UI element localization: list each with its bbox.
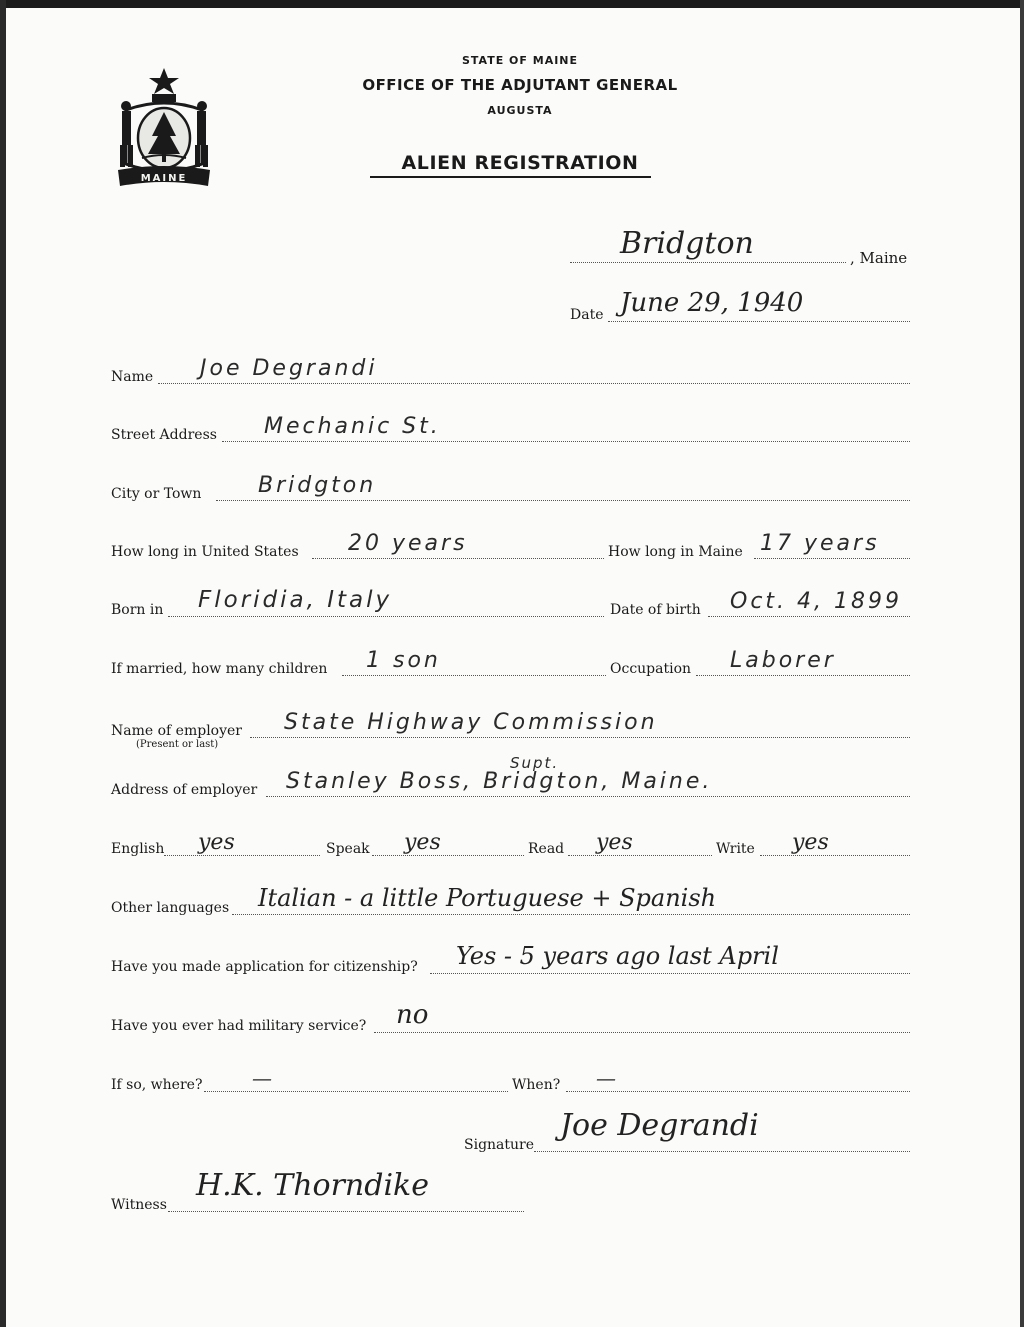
scan-edge-right — [1020, 0, 1024, 1327]
employer-sublabel: (Present or last) — [136, 739, 219, 750]
state-heading: STATE OF MAINE — [461, 54, 579, 67]
street-label: Street Address — [111, 427, 217, 443]
svg-text:MAINE: MAINE — [140, 173, 188, 184]
employer-address-line — [266, 796, 910, 797]
witness-value: H.K. Thorndike — [196, 1168, 429, 1203]
us-years-line — [312, 558, 604, 559]
other-languages-label: Other languages — [111, 900, 230, 916]
english-value: yes — [198, 830, 235, 855]
speak-label: Speak — [326, 841, 370, 857]
born-in-line — [168, 616, 604, 617]
citizenship-label: Have you made application for citizenship? — [111, 959, 418, 975]
where-label: If so, where? — [111, 1077, 203, 1093]
write-line — [760, 855, 910, 856]
place-line — [570, 262, 846, 263]
birth-date-label: Date of birth — [610, 602, 701, 618]
other-languages-line — [232, 914, 910, 915]
date-line — [608, 321, 910, 322]
children-label: If married, how many children — [111, 661, 328, 677]
street-line — [222, 441, 910, 442]
citizenship-line — [430, 973, 910, 974]
read-line — [568, 855, 712, 856]
citizenship-value: Yes - 5 years ago last April — [456, 942, 779, 970]
witness-label: Witness — [111, 1197, 167, 1213]
signature-label: Signature — [464, 1137, 535, 1153]
where-line — [204, 1091, 508, 1092]
place-value: Bridgton — [620, 226, 754, 261]
street-value: Mechanic St. — [264, 414, 441, 439]
title-underline — [370, 176, 651, 178]
maine-state-seal-icon — [112, 66, 216, 190]
military-line — [374, 1032, 910, 1033]
where-value: — — [252, 1066, 272, 1090]
office-heading: OFFICE OF THE ADJUTANT GENERAL — [362, 76, 678, 94]
born-in-value: Floridia, Italy — [198, 587, 393, 613]
english-label: English — [111, 841, 165, 857]
employer-label: Name of employer — [111, 723, 242, 739]
occupation-line — [696, 675, 910, 676]
military-value: no — [396, 1000, 429, 1030]
city-value: Bridgton — [258, 473, 377, 498]
write-value: yes — [792, 830, 829, 855]
read-label: Read — [528, 841, 565, 857]
maine-years-line — [754, 558, 910, 559]
date-label: Date — [570, 307, 604, 323]
name-label: Name — [111, 369, 154, 385]
maine-years-value: 17 years — [760, 531, 880, 556]
date-value: June 29, 1940 — [620, 288, 804, 318]
scan-edge-left — [0, 0, 6, 1327]
employer-value: State Highway Commission — [284, 710, 658, 735]
scan-edge-top — [0, 0, 1024, 8]
when-value: — — [596, 1066, 616, 1090]
form-title: ALIEN REGISTRATION — [401, 152, 639, 174]
name-line — [158, 383, 910, 384]
signature-value: Joe Degrandi — [560, 1108, 759, 1143]
signature-line — [534, 1151, 910, 1152]
city-label: City or Town — [111, 486, 202, 502]
when-line — [566, 1091, 910, 1092]
employer-address-value: Stanley Boss, Bridgton, Maine. — [286, 769, 713, 794]
read-value: yes — [596, 830, 633, 855]
city-line — [216, 500, 910, 501]
children-line — [342, 675, 606, 676]
military-label: Have you ever had military service? — [111, 1018, 367, 1034]
maine-years-label: How long in Maine — [608, 544, 743, 560]
employer-address-label: Address of employer — [111, 782, 258, 798]
other-languages-value: Italian - a little Portuguese + Spanish — [258, 884, 717, 912]
english-line — [164, 855, 320, 856]
us-years-value: 20 years — [348, 531, 468, 556]
speak-line — [372, 855, 524, 856]
occupation-value: Laborer — [730, 648, 836, 673]
birth-date-value: Oct. 4, 1899 — [730, 589, 902, 614]
witness-line — [168, 1211, 524, 1212]
city-heading: AUGUSTA — [487, 104, 553, 117]
when-label: When? — [512, 1077, 561, 1093]
place-suffix: , Maine — [850, 249, 908, 267]
employer-address-note: Supt. — [510, 754, 560, 772]
employer-line — [250, 737, 910, 738]
occupation-label: Occupation — [610, 661, 692, 677]
birth-date-line — [708, 616, 910, 617]
children-value: 1 son — [366, 648, 441, 673]
name-value: Joe Degrandi — [200, 356, 378, 381]
write-label: Write — [716, 841, 755, 857]
speak-value: yes — [404, 830, 441, 855]
us-years-label: How long in United States — [111, 544, 299, 560]
born-in-label: Born in — [111, 602, 164, 618]
